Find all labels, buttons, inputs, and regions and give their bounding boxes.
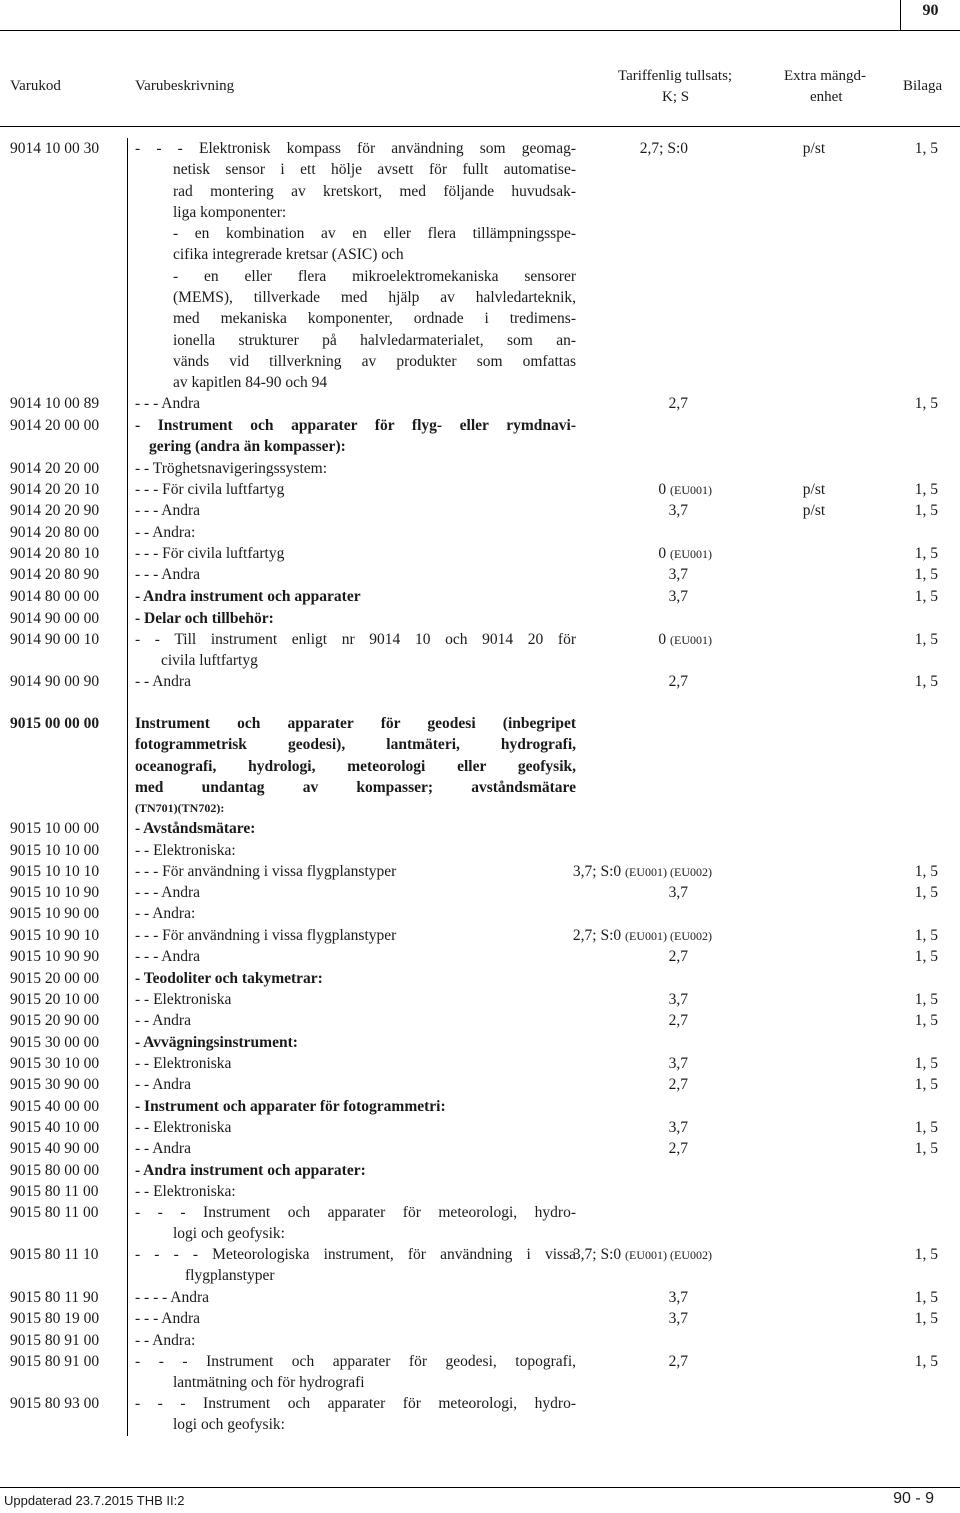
duty-rate	[658, 629, 712, 651]
duty-rate	[669, 1074, 688, 1095]
item-description	[135, 1117, 576, 1138]
description-line: (MEMS), tillverkade med hjälp av halvledarteknik,	[173, 289, 576, 307]
item-code: 9015 10 10 10	[10, 863, 100, 880]
item-code: 9014 10 00 30	[10, 140, 100, 157]
item-description	[135, 840, 576, 861]
description-line: - - Till instrument enligt nr 9014 10 och 9014 20 för	[135, 631, 576, 648]
description-line: flygplanstyper	[185, 1267, 275, 1285]
annex: 1, 5	[914, 927, 938, 944]
item-description	[135, 522, 576, 543]
description-line: - en kombination av en eller flera tillämpningsspe-	[173, 225, 576, 243]
item-description	[135, 479, 576, 500]
duty-rate	[669, 1138, 688, 1159]
col-duty-line1: Tariffenlig tullsats;	[618, 68, 733, 84]
header-rule	[0, 126, 960, 127]
item-description	[135, 1160, 576, 1181]
description-line: liga komponenter:	[173, 203, 287, 221]
description-line: - Teodoliter och takymetrar:	[135, 970, 323, 987]
duty-value: 3,7	[668, 1055, 688, 1072]
description-line: - - Andra	[135, 1140, 191, 1157]
col-unit-line1: Extra mängd-	[784, 68, 867, 84]
duty-rate	[669, 500, 688, 521]
annex: 1, 5	[914, 1119, 938, 1136]
duty-rate	[669, 586, 688, 607]
duty-value: 0	[658, 481, 667, 498]
item-code: 9014 20 20 00	[10, 460, 100, 477]
extra-unit: p/st	[802, 481, 826, 498]
description-line: - - - Andra	[135, 1310, 200, 1327]
duty-rate	[669, 946, 688, 967]
item-description	[135, 1393, 576, 1436]
item-description	[135, 629, 576, 672]
item-description	[135, 861, 576, 882]
duty-value: 2,7	[668, 1012, 688, 1029]
item-code: 9015 80 11 00	[10, 1204, 99, 1221]
item-description	[135, 968, 576, 989]
col-unit-line2: enhet	[810, 89, 843, 105]
item-code: 9015 80 91 00	[10, 1332, 100, 1349]
description-line: - - - - Andra	[135, 1289, 210, 1306]
item-description	[135, 882, 576, 903]
duty-value: 2,7	[668, 1076, 688, 1093]
duty-value: 3,7; S:0	[572, 1246, 622, 1263]
duty-rate	[669, 1053, 688, 1074]
duty-value: 2,7; S:0	[572, 927, 622, 944]
duty-rate	[640, 138, 688, 159]
description-line: - - - För användning i vissa flygplanstyper	[135, 927, 397, 944]
duty-rate	[669, 1287, 688, 1308]
duty-rate	[573, 861, 712, 883]
item-description	[135, 925, 576, 946]
description-line: - - - Andra	[135, 884, 200, 901]
column-header	[0, 58, 960, 114]
description-line: - - Elektroniska:	[135, 1183, 236, 1200]
description-line: - Instrument och apparater för fotogrammetri:	[135, 1098, 446, 1115]
item-description	[135, 946, 576, 967]
item-description	[135, 1308, 576, 1329]
duty-value: 3,7	[668, 566, 688, 583]
duty-value: 3,7	[668, 588, 688, 605]
annex: 1, 5	[914, 395, 938, 412]
item-code: 9015 20 90 00	[10, 1012, 100, 1029]
footer-updated: Uppdaterad 23.7.2015 THB II:2	[4, 1493, 185, 1508]
annex: 1, 5	[914, 1140, 938, 1157]
item-description	[135, 1202, 576, 1245]
description-line: lantmätning och för hydrografi	[173, 1374, 365, 1392]
duty-note: (EU001)	[670, 483, 712, 497]
duty-value: 0	[658, 631, 667, 648]
duty-value: 3,7	[668, 1289, 688, 1306]
duty-value: 3,7	[668, 502, 688, 519]
description-line: - - Elektroniska	[135, 1055, 232, 1072]
item-code: 9015 10 90 10	[10, 927, 100, 944]
description-line: - - Andra:	[135, 1332, 196, 1349]
item-description	[135, 458, 576, 479]
item-description	[135, 415, 576, 458]
item-description	[135, 1032, 576, 1053]
item-code: 9014 20 80 00	[10, 524, 100, 541]
item-code: 9015 80 11 00	[10, 1183, 99, 1200]
duty-value: 2,7; S:0	[639, 140, 688, 157]
description-line: logi och geofysik:	[173, 1225, 285, 1243]
description-line: gering (andra än kompasser):	[149, 438, 346, 456]
duty-rate	[658, 479, 712, 501]
item-description	[135, 1053, 576, 1074]
item-code: 9014 90 00 90	[10, 673, 100, 690]
duty-note: (EU001) (EU002)	[625, 929, 712, 943]
annex: 1, 5	[914, 140, 938, 157]
description-line: ionella strukturer på halvledarmaterialet, som an-	[173, 331, 576, 349]
description-line: (TN701)(TN702):	[135, 801, 225, 816]
item-code: 9015 20 00 00	[10, 970, 100, 987]
item-code: 9014 20 20 10	[10, 481, 100, 498]
item-description	[135, 1181, 576, 1202]
item-code: 9014 90 00 10	[10, 631, 100, 648]
item-code: 9015 20 10 00	[10, 991, 100, 1008]
item-description	[135, 608, 576, 629]
duty-rate	[669, 1117, 688, 1138]
page-header	[0, 0, 960, 31]
annex: 1, 5	[914, 502, 938, 519]
item-description	[135, 564, 576, 585]
item-code: 9015 80 00 00	[10, 1162, 100, 1179]
description-line: rad montering av kretskort, med följande huvudsak-	[173, 182, 576, 200]
duty-rate	[669, 1351, 688, 1372]
item-description	[135, 1330, 576, 1351]
item-code: 9015 80 11 90	[10, 1289, 99, 1306]
item-code: 9015 80 11 10	[10, 1246, 99, 1263]
annex: 1, 5	[914, 481, 938, 498]
annex: 1, 5	[914, 1246, 938, 1263]
description-line: - Instrument och apparater för flyg- eller rymdnavi-	[135, 417, 576, 434]
item-code: 9015 10 90 00	[10, 905, 100, 922]
duty-value: 2,7	[668, 1140, 688, 1157]
description-line: - - - För användning i vissa flygplanstyper	[135, 863, 397, 880]
col-duty-line2: K; S	[662, 89, 690, 105]
duty-value: 3,7	[668, 1310, 688, 1327]
annex: 1, 5	[914, 1310, 938, 1327]
duty-value: 2,7	[668, 1353, 688, 1370]
description-line: - - Elektroniska:	[135, 842, 236, 859]
description-line: av kapitlen 84-90 och 94	[173, 374, 328, 392]
item-description	[135, 543, 576, 564]
duty-note: (EU001)	[670, 547, 712, 561]
description-line: - - - För civila luftfartyg	[135, 481, 285, 498]
annex: 1, 5	[914, 1289, 938, 1306]
duty-rate	[669, 671, 688, 692]
description-line: - - - Elektronisk kompass för användning som geomag-	[135, 140, 576, 157]
description-line: vänds vid tillverkning av produkter som omfattas	[173, 352, 576, 370]
item-code: 9014 20 00 00	[10, 417, 100, 434]
description-line: - Andra instrument och apparater:	[135, 1162, 366, 1179]
item-description	[135, 393, 576, 414]
item-description	[135, 138, 576, 394]
annex: 1, 5	[914, 1076, 938, 1093]
extra-unit: p/st	[802, 502, 826, 519]
item-code: 9014 20 80 10	[10, 545, 100, 562]
extra-unit: p/st	[802, 140, 826, 157]
annex: 1, 5	[914, 673, 938, 690]
description-line: - - - - Meteorologiska instrument, för användning i vissa	[135, 1246, 576, 1263]
item-description	[135, 1074, 576, 1095]
footer-page: 90 - 9	[893, 1490, 934, 1507]
description-line: - - - Andra	[135, 948, 200, 965]
description-line: - - Elektroniska	[135, 991, 232, 1008]
annex: 1, 5	[914, 545, 938, 562]
annex: 1, 5	[914, 1012, 938, 1029]
description-line: - - Andra:	[135, 905, 196, 922]
item-description	[135, 1287, 576, 1308]
duty-rate	[669, 989, 688, 1010]
description-line: - en eller flera mikroelektromekaniska sensorer	[173, 267, 576, 285]
description-line: - - Andra	[135, 1076, 191, 1093]
description-line: - - - Instrument och apparater för meteorologi, hydro-	[135, 1395, 576, 1412]
description-line: med mekaniska komponenter, ordnade i tredimens-	[173, 310, 576, 328]
duty-rate	[573, 925, 712, 947]
item-code: 9014 10 00 89	[10, 395, 100, 412]
duty-rate	[658, 543, 712, 565]
item-code: 9015 10 00 00	[10, 820, 100, 837]
description-line: netisk sensor i ett hölje avsett för fullt automatise-	[173, 161, 576, 179]
item-code: 9014 20 80 90	[10, 566, 100, 583]
item-description	[135, 1138, 576, 1159]
col-code: Varukod	[10, 78, 61, 94]
item-code: 9015 10 10 00	[10, 842, 100, 859]
item-code: 9015 30 90 00	[10, 1076, 100, 1093]
description-line: - Avvägningsinstrument:	[135, 1034, 298, 1051]
item-description	[135, 818, 576, 839]
item-description	[135, 713, 576, 819]
duty-rate	[669, 564, 688, 585]
description-line: - - - Instrument och apparater för geodesi, topografi,	[135, 1353, 576, 1370]
item-code: 9015 40 90 00	[10, 1140, 100, 1157]
item-code: 9015 30 00 00	[10, 1034, 100, 1051]
item-description	[135, 903, 576, 924]
page-number: 90	[900, 0, 960, 30]
description-line: - - Tröghetsnavigeringssystem:	[135, 460, 328, 477]
duty-value: 2,7	[668, 948, 688, 965]
description-line: fotogrammetrisk geodesi), lantmäteri, hydrografi,	[135, 736, 576, 754]
annex: 1, 5	[914, 1353, 938, 1370]
item-description	[135, 671, 576, 692]
annex: 1, 5	[914, 631, 938, 648]
annex: 1, 5	[914, 588, 938, 605]
description-line: - - - Instrument och apparater för meteorologi, hydro-	[135, 1204, 576, 1221]
annex: 1, 5	[914, 948, 938, 965]
description-line: - Avståndsmätare:	[135, 820, 256, 837]
item-code: 9014 80 00 00	[10, 588, 100, 605]
item-description	[135, 1096, 576, 1117]
description-line: logi och geofysik:	[173, 1416, 285, 1434]
item-code: 9015 40 00 00	[10, 1098, 100, 1115]
duty-value: 3,7	[668, 884, 688, 901]
duty-rate	[669, 1010, 688, 1031]
description-line: Instrument och apparater för geodesi (inbegripet	[135, 715, 576, 732]
description-line: - - Andra:	[135, 524, 196, 541]
item-code: 9015 10 10 90	[10, 884, 100, 901]
item-description	[135, 1351, 576, 1394]
item-code: 9015 00 00 00	[10, 715, 100, 732]
item-description	[135, 989, 576, 1010]
duty-rate	[669, 1308, 688, 1329]
duty-value: 3,7	[668, 1119, 688, 1136]
duty-value: 3,7; S:0	[572, 863, 622, 880]
duty-note: (EU001) (EU002)	[625, 865, 712, 879]
duty-rate	[669, 882, 688, 903]
item-code: 9015 10 90 90	[10, 948, 100, 965]
annex: 1, 5	[914, 1055, 938, 1072]
description-line: - Delar och tillbehör:	[135, 610, 274, 627]
item-code: 9015 80 91 00	[10, 1353, 100, 1370]
description-line: - - Andra	[135, 1012, 191, 1029]
duty-rate	[573, 1244, 712, 1266]
description-line: - - - Andra	[135, 566, 200, 583]
item-description	[135, 1244, 576, 1287]
page-footer	[0, 1487, 960, 1513]
duty-rate	[669, 393, 688, 414]
description-line: oceanografi, hydrologi, meteorologi eller geofysik,	[135, 757, 576, 775]
annex: 1, 5	[914, 566, 938, 583]
item-description	[135, 1010, 576, 1031]
description-line: - - - För civila luftfartyg	[135, 545, 285, 562]
item-code: 9015 40 10 00	[10, 1119, 100, 1136]
duty-note: (EU001)	[670, 633, 712, 647]
description-line: - Andra instrument och apparater	[135, 588, 361, 605]
item-code: 9015 80 93 00	[10, 1395, 100, 1412]
item-description	[135, 500, 576, 521]
col-description: Varubeskrivning	[135, 78, 235, 94]
description-line: med undantag av kompasser; avståndsmätare	[135, 778, 576, 796]
duty-note: (EU001) (EU002)	[625, 1248, 712, 1262]
item-code: 9015 80 19 00	[10, 1310, 100, 1327]
duty-value: 0	[658, 545, 667, 562]
item-code: 9015 30 10 00	[10, 1055, 100, 1072]
description-line: cifika integrerade kretsar (ASIC) och	[173, 246, 404, 264]
description-line: - - Andra	[135, 673, 191, 690]
description-line: - - Elektroniska	[135, 1119, 232, 1136]
duty-value: 2,7	[668, 395, 688, 412]
annex: 1, 5	[914, 991, 938, 1008]
item-code: 9014 90 00 00	[10, 610, 100, 627]
description-line: - - - Andra	[135, 395, 200, 412]
description-line: civila luftfartyg	[161, 652, 258, 670]
annex: 1, 5	[914, 863, 938, 880]
item-description	[135, 586, 576, 607]
item-code: 9014 20 20 90	[10, 502, 100, 519]
col-annex: Bilaga	[903, 78, 943, 94]
duty-value: 2,7	[668, 673, 688, 690]
annex: 1, 5	[914, 884, 938, 901]
description-line: - - - Andra	[135, 502, 200, 519]
duty-value: 3,7	[668, 991, 688, 1008]
code-column-rule	[127, 138, 128, 1436]
